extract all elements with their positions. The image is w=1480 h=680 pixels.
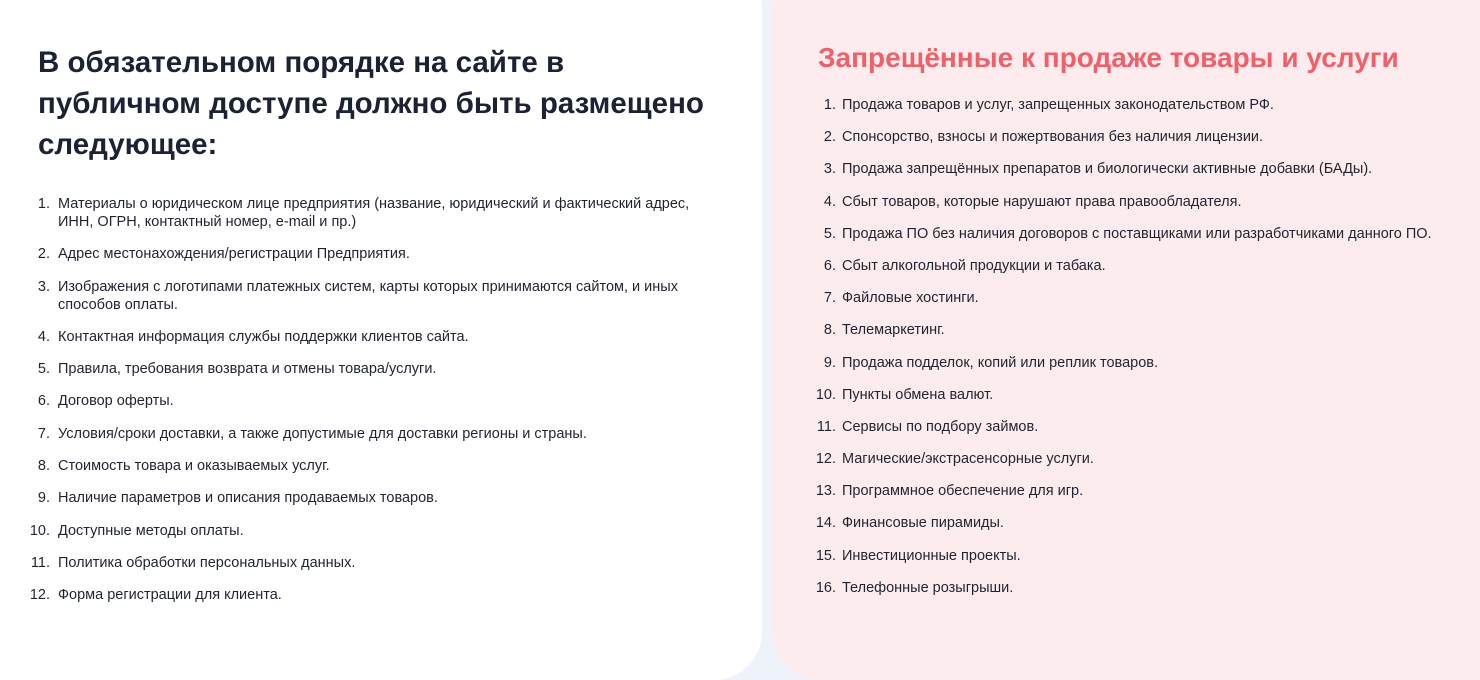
list-item-number: 5. [37, 361, 50, 378]
list-item-text: Продажа подделок, копий или реплик товаров. [842, 354, 1158, 371]
list-item-text: Условия/сроки доставки, а также допустимые для доставки регионы и страны. [58, 425, 587, 442]
list-item [38, 245, 698, 263]
list-item-number: 9. [37, 490, 50, 507]
list-item-text: Сервисы по подбору займов. [842, 418, 1039, 435]
list-item-number: 1. [37, 196, 50, 212]
list-item-number: 4. [37, 328, 50, 345]
list-item-number: 12. [29, 587, 50, 604]
list-item-number: 5. [823, 225, 836, 242]
list-item [38, 360, 698, 378]
prohibited-goods-card [772, 0, 1480, 680]
list-item [38, 457, 698, 475]
list-item-text: Продажа ПО без наличия договоров с поставщиками или разработчиками данного ПО. [842, 225, 1432, 242]
list-item-number: 3. [37, 278, 50, 295]
list-item-text: Телемаркетинг. [842, 322, 945, 339]
list-item-number: 8. [823, 322, 836, 339]
list-item [818, 257, 1480, 275]
list-item-number: 4. [823, 193, 836, 210]
required-info-list [29, 195, 698, 604]
list-item [818, 321, 1480, 339]
list-item-number: 11. [30, 554, 50, 571]
list-item [818, 160, 1480, 178]
list-item-text: Правила, требования возврата и отмены товара/услуги. [58, 361, 437, 378]
list-item-text: Инвестиционные проекты. [842, 547, 1021, 564]
required-info-title: В обязательном порядке на сайте в публичном доступе должно быть размещено следующее: [38, 46, 704, 161]
list-item-number: 1. [823, 97, 836, 113]
prohibited-goods-title: Запрещённые к продаже товары и услуги [818, 42, 1399, 73]
list-item-text: Финансовые пирамиды. [842, 515, 1004, 532]
list-item-text: Доступные методы оплаты. [58, 522, 244, 539]
list-item-text: Пункты обмена валют. [842, 386, 994, 403]
list-item [38, 278, 698, 314]
list-item-text: Договор оферты. [58, 393, 174, 410]
list-item-number: 7. [823, 290, 836, 307]
list-item [30, 554, 698, 572]
list-item [815, 579, 1480, 597]
list-item-text: Контактная информация службы поддержки клиентов сайта. [58, 328, 469, 345]
list-item [38, 425, 698, 443]
list-item [818, 289, 1480, 307]
list-item-text: Политика обработки персональных данных. [58, 554, 356, 571]
list-item-number: 10. [29, 522, 50, 539]
list-item [818, 418, 1480, 436]
list-item-number: 9. [823, 354, 836, 371]
list-item [818, 225, 1480, 243]
list-item-number: 7. [37, 425, 50, 442]
list-item [818, 128, 1480, 146]
list-item [818, 96, 1480, 114]
list-item-text: Материалы о юридическом лице предприятия (название, юридический и фактический адрес, ИНН, ОГРН, контактный номер, e-mail и пр.) [58, 196, 690, 230]
list-item-text: Сбыт товаров, которые нарушают права правообладателя. [842, 193, 1242, 210]
list-item [29, 586, 698, 604]
list-item-number: 8. [37, 458, 50, 475]
list-item-number: 16. [815, 579, 836, 596]
list-item-text: Спонсорство, взносы и пожертвования без наличия лицензии. [842, 129, 1264, 146]
prohibited-goods-list [815, 96, 1480, 597]
list-item-number: 13. [815, 483, 836, 500]
list-item-text: Программное обеспечение для игр. [842, 483, 1084, 500]
list-item-number: 11. [816, 418, 836, 435]
list-item-text: Адрес местонахождения/регистрации Предприятия. [58, 246, 410, 263]
list-item [38, 392, 698, 410]
list-item [815, 450, 1480, 468]
list-item [818, 193, 1480, 211]
list-item-number: 14. [815, 515, 836, 532]
list-item [815, 386, 1480, 404]
list-item-text: Продажа запрещённых препаратов и биологически активные добавки (БАДы). [842, 161, 1373, 178]
list-item-text: Изображения с логотипами платежных систем, карты которых принимаются сайтом, и иных способов оплаты. [58, 278, 678, 313]
list-item [38, 195, 698, 231]
list-item-number: 15. [815, 547, 836, 564]
list-item-text: Телефонные розыгрыши. [842, 579, 1014, 596]
list-item-text: Продажа товаров и услуг, запрещенных законодательством РФ. [842, 97, 1274, 113]
list-item [815, 482, 1480, 500]
list-item-text: Магические/экстрасенсорные услуги. [842, 451, 1094, 468]
list-item-text: Сбыт алкогольной продукции и табака. [842, 257, 1106, 274]
list-item-text: Форма регистрации для клиента. [58, 587, 282, 604]
list-item-text: Наличие параметров и описания продаваемых товаров. [58, 490, 438, 507]
list-item-number: 12. [815, 451, 836, 468]
list-item [29, 522, 698, 540]
list-item [815, 547, 1480, 565]
list-item-number: 3. [823, 161, 836, 178]
list-item-text: Файловые хостинги. [842, 290, 979, 307]
list-item-number: 6. [823, 257, 836, 274]
list-item [38, 489, 698, 507]
list-item-text: Стоимость товара и оказываемых услуг. [58, 458, 330, 475]
list-item [815, 514, 1480, 532]
list-item [818, 354, 1480, 372]
list-item-number: 2. [37, 246, 50, 263]
list-item [38, 328, 698, 346]
list-item-number: 2. [823, 129, 836, 146]
list-item-number: 6. [37, 393, 50, 410]
list-item-number: 10. [815, 386, 836, 403]
